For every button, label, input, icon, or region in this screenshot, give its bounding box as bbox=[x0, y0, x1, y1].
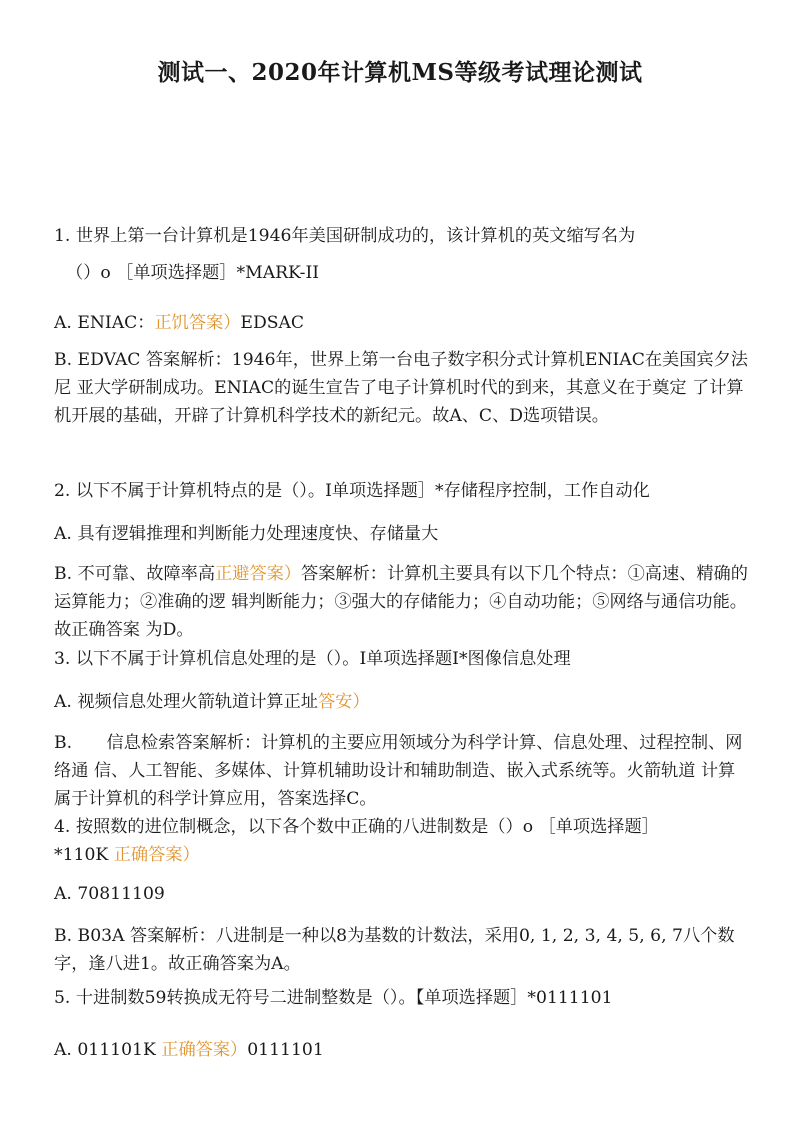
answer-marker: 答安） bbox=[317, 692, 370, 712]
question-3-text: 3. 以下不属于计算机信息处理的是（）。I单项选择题I*图像信息处理 bbox=[54, 649, 571, 669]
question-4-option-b-explanation: B. B03A 答案解析：八进制是一种以8为基数的计数法，采用0, 1, 2, 3, 4, 5, 6, 7八个数字，逢八进1。故正确答案为A。 bbox=[54, 926, 735, 974]
question-4-option-a: A. 70811109 bbox=[54, 884, 165, 904]
option-label: A. 011101K bbox=[54, 1040, 156, 1060]
option-text: *110K bbox=[54, 845, 109, 865]
question-1-option-b-explanation: B. EDVAC 答案解析：1946年，世界上第一台电子数字积分式计算机ENIAC在美国宾夕法尼 亚大学研制成功。ENIAC的诞生宣告了电子计算机时代的到来，其意义在于奠定 了计算机开展的基础，开辟了计算机科学技术的新纪元。故A、C、D选项错误。 bbox=[54, 350, 748, 426]
question-4-text-cont bbox=[54, 843, 200, 867]
answer-marker: 正饥答案） bbox=[154, 313, 241, 333]
question-5-text: 5. 十进制数59转换成无符号二进制整数是（）。【单项选择题］*0111101 bbox=[54, 988, 613, 1008]
option-label: A. 视频信息处理火箭轨道计算正址 bbox=[54, 692, 318, 712]
question-1-text-cont: （）o ［单项选择题］*MARK-II bbox=[66, 263, 320, 283]
question-1-option-a bbox=[54, 311, 304, 335]
answer-marker: 正确答案） bbox=[113, 845, 200, 865]
question-2-text: 2. 以下不属于计算机特点的是（）。I单项选择题］*存储程序控制，工作自动化 bbox=[54, 481, 650, 501]
explanation-text: 答案解析：计算机主要具有以下几个特点：①高速、精确的运算能力；②准确的逻 辑判断能力；③强大的存储能力；④自动功能；⑤网络与通信功能。故正确答案 为D。 bbox=[54, 564, 748, 640]
question-2-option-b-explanation bbox=[54, 560, 748, 644]
document-title: 测试一、2020年计算机MS等级考试理论测试 bbox=[157, 59, 643, 86]
question-4-text: 4. 按照数的进位制概念，以下各个数中正确的八进制数是（）o ［单项选择题］ bbox=[54, 817, 659, 837]
question-3-option-a bbox=[54, 690, 370, 714]
option-text: 0111101 bbox=[247, 1040, 324, 1060]
answer-marker: 正确答案） bbox=[161, 1040, 248, 1060]
option-text: EDSAC bbox=[240, 313, 305, 333]
question-5-option-a bbox=[54, 1038, 324, 1062]
option-label: A. ENIAC： bbox=[54, 313, 155, 333]
option-label: B. 不可靠、故障率高 bbox=[54, 564, 216, 584]
answer-marker: 正避答案） bbox=[215, 564, 302, 584]
question-3-option-b-explanation: B. 信息检索答案解析：计算机的主要应用领域分为科学计算、信息处理、过程控制、网络通 信、人工智能、多媒体、计算机辅助设计和辅助制造、嵌入式系统等。火箭轨道 计算属于计算机的科学计算应用，答案选择C。 bbox=[54, 733, 743, 809]
question-2-option-a: A. 具有逻辑推理和判断能力处理速度快、存储量大 bbox=[54, 524, 439, 544]
question-1-text: 1. 世界上第一台计算机是1946年美国研制成功的，该计算机的英文缩写名为 bbox=[54, 226, 636, 246]
